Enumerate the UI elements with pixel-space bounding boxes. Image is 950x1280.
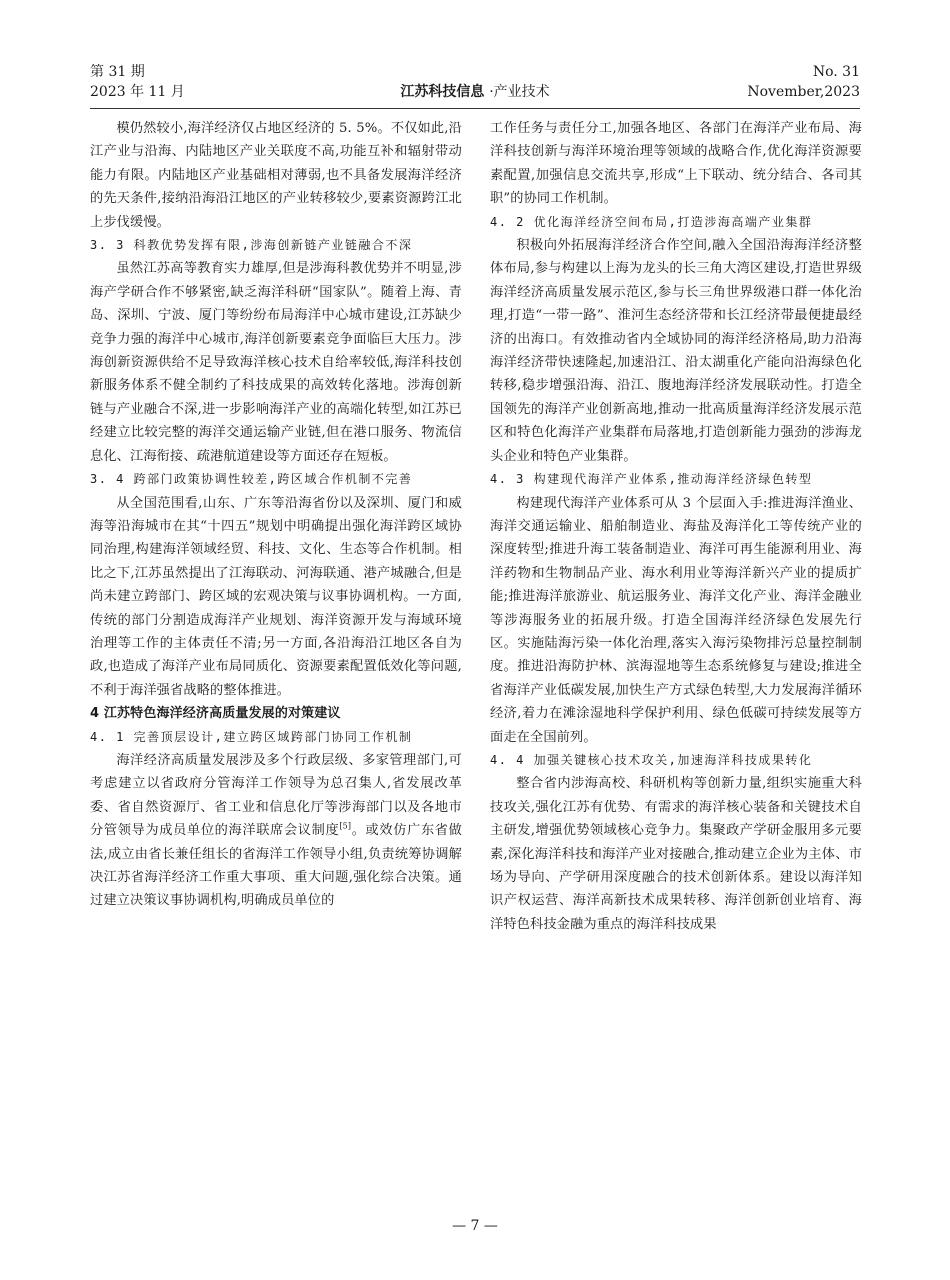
paragraph-part: 。或效仿广东省做法,成立由省长兼任组长的省海洋工作领导小组,负责统筹协调解决江苏省海洋经济工作重大事项、重大问题,强化综合决策。通过建立决策议事协调机构,明确成员单位的 — [90, 823, 463, 909]
paragraph: 积极向外拓展海洋经济合作空间,融入全国沿海海洋经济整体布局,参与构建以上海为龙头的长三角大湾区建设,打造世界级海洋经济高质量发展示范区,参与长三角世界级港口群一体化治理,打造“一带一路”、淮河生态经济带和长江经济带最便捷最经济的出海口。有效推动省内全域协同的海洋经济格局,助力沿海海洋经济带快速隆起,加速沿江、沿太湖重化产能向沿海绿色化转移,稳步增强沿海、沿江、腹地海洋经济发展联动性。打造全国领先的海洋产业创新高地,推动一批高质量海洋经济发展示范区和特色化海洋产业集群布局落地,打造创新能力强劲的涉海龙头企业和特色产业集群。 — [490, 238, 862, 464]
date-cn: 2023 年 11 月 — [90, 84, 185, 100]
section-name: ·产业技术 — [489, 84, 550, 100]
right-column — [490, 117, 862, 936]
journal-name: 江苏科技信息 — [400, 84, 485, 100]
header-right — [747, 62, 860, 102]
paragraph-part: 海洋经济高质量发展涉及多个行政层级、多家管理部门,可考虑建立以省政府分管海洋工作领导为总召集人,省发展改革委、省自然资源厅、省工业和信息化厅等涉海部门以及各地市分管领导为成员单位的海洋联席会议制度 — [90, 752, 462, 839]
paragraph — [90, 749, 462, 913]
paragraph: 工作任务与责任分工,加强各地区、各部门在海洋产业布局、海洋科技创新与海洋环境治理等领域的战略合作,优化海洋资源要素配置,加强信息交流共享,形成“上下联动、统分结合、各司其职”的协同工作机制。 — [490, 121, 862, 207]
page-number: — 7 — — [452, 1218, 498, 1234]
subsection-heading-4-4: 4. 4 加强关键核心技术攻关,加速海洋科技成果转化 — [490, 752, 813, 767]
citation: [5] — [339, 821, 352, 831]
subsection-heading-3-4: 3. 4 跨部门政策协调性较差,跨区域合作机制不完善 — [90, 472, 413, 487]
paragraph: 整合省内涉海高校、科研机构等创新力量,组织实施重大科技攻关,强化江苏有优势、有需求的海洋核心装备和关键技术自主研发,增强优势领域核心竞争力。集聚政产学研金服用多元要素,深化海洋科技和海洋产业对接融合,推动建立企业为主体、市场为导向、产学研用深度融合的技术创新体系。建设以海洋知识产权运营、海洋高新技术成果转移、海洋创新创业培育、海洋特色科技金融为重点的海洋科技成果 — [490, 776, 862, 932]
paragraph: 构建现代海洋产业体系可从 3 个层面入手:推进海洋渔业、海洋交通运输业、船舶制造业、海盐及海洋化工等传统产业的深度转型;推进升海工装备制造业、海洋可再生能源利用业、海洋药物和生物制品产业、海水利用业等海洋新兴产业的提质扩能;推进海洋旅游业、航运服务业、海洋文化产业、海洋金融业等涉海服务业的拓展升级。打造全国海洋经济绿色发展先行区。实施陆海污染一体化治理,落实入海污染物排污总量控制制度。推进沿海防护林、滨海湿地等生态系统修复与建设;推进全省海洋产业低碳发展,加快生产方式绿色转型,大力发展海洋循环经济,着力在滩涂湿地科学保护利用、绿色低碳可持续发展等方面走在全国前列。 — [490, 495, 862, 745]
date-en: November,2023 — [747, 84, 860, 100]
left-column — [90, 117, 462, 913]
subsection-heading-4-3: 4. 3 构建现代海洋产业体系,推动海洋经济绿色转型 — [490, 472, 813, 487]
subsection-heading-4-1: 4. 1 完善顶层设计,建立跨区域跨部门协同工作机制 — [90, 729, 413, 744]
journal-title — [90, 82, 860, 102]
paragraph: 模仍然较小,海洋经济仅占地区经济的 5. 5%。不仅如此,沿江产业与沿海、内陆地区产业关联度不高,功能互补和辐射带动能力有限。内陆地区产业基础相对薄弱,也不具备发展海洋经济的先天条件,接纳沿海沿江地区的产业转移较少,要素资源跨江北上步伐缓慢。 — [90, 121, 462, 230]
paragraph: 虽然江苏高等教育实力雄厚,但是涉海科教优势并不明显,涉海产学研合作不够紧密,缺乏海洋科研“国家队”。随着上海、青岛、深圳、宁波、厦门等纷纷布局海洋中心城市建设,江苏缺少竞争力强的海洋中心城市,海洋创新要素竞争面临巨大压力。涉海创新资源供给不足导致海洋核心技术自给率较低,海洋科技创新服务体系不健全制约了科技成果的高效转化落地。涉海创新链与产业融合不深,进一步影响海洋产业的高端化转型,如江苏已经建立比较完整的海洋交通运输产业链,但在港口服务、物流信息化、江海衔接、疏港航道建设等方面还存在短板。 — [90, 261, 462, 464]
subsection-heading-3-3: 3. 3 科教优势发挥有限,涉海创新链产业链融合不深 — [90, 238, 413, 253]
section-heading-4: 4 江苏特色海洋经济高质量发展的对策建议 — [90, 706, 341, 722]
running-header — [90, 62, 860, 109]
subsection-heading-4-2: 4. 2 优化海洋经济空间布局,打造涉海高端产业集群 — [490, 214, 813, 229]
issue-en: No. 31 — [812, 64, 860, 80]
issue-cn: 第 31 期 — [90, 64, 145, 80]
paragraph: 从全国范围看,山东、广东等沿海省份以及深圳、厦门和威海等沿海城市在其“十四五”规划中明确提出强化海洋跨区域协同治理,构建海洋领域经贸、科技、文化、生态等合作机制。相比之下,江苏虽然提出了江海联动、河海联通、港产城融合,但是尚未建立跨部门、跨区域的宏观决策与议事协调机构。一方面,传统的部门分割造成海洋产业规划、海洋资源开发与海域环境治理等工作的主体责任不清;另一方面,各沿海沿江地区各自为政,也造成了海洋产业布局同质化、资源要素配置低效化等问题,不利于海洋强省战略的整体推进。 — [90, 495, 462, 698]
